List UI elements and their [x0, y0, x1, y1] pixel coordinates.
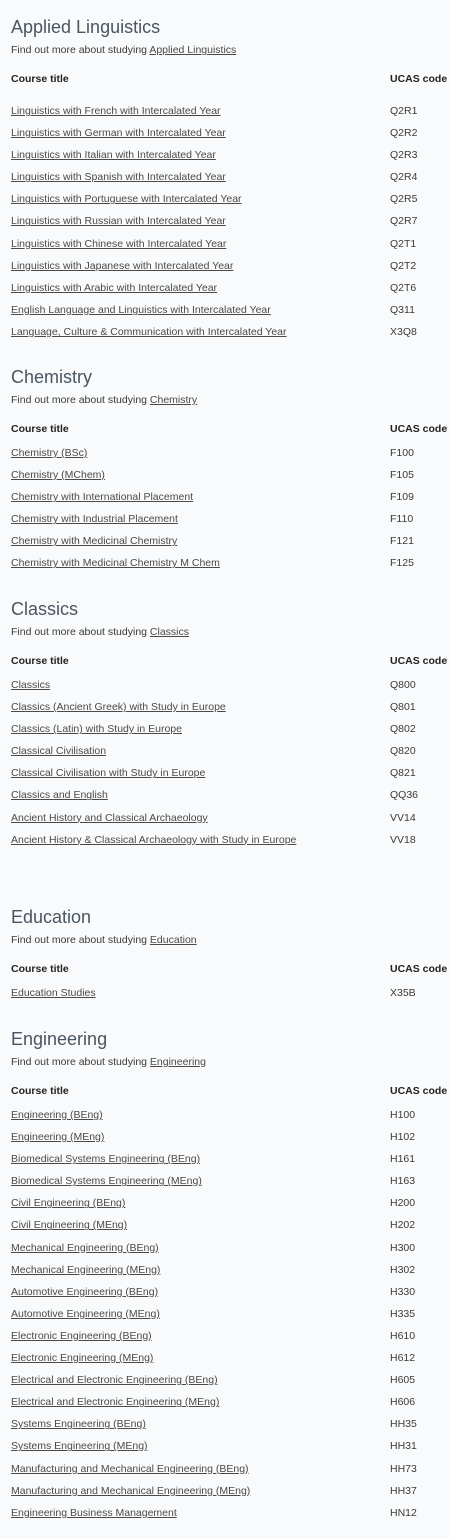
- course-link[interactable]: Electrical and Electronic Engineering (MEng): [11, 1396, 220, 1409]
- course-link[interactable]: Chemistry (MChem): [11, 469, 105, 482]
- section-heading: Chemistry: [11, 367, 93, 387]
- study-link[interactable]: Education: [149, 934, 197, 946]
- section-heading: Engineering: [11, 1029, 108, 1049]
- table-row: [0, 281, 450, 303]
- ucas-code: X35B: [390, 987, 416, 999]
- table-row: [0, 303, 450, 325]
- ucas-code: F110: [390, 513, 414, 526]
- ucas-code: Q2R5: [390, 193, 418, 206]
- table-row: [0, 237, 450, 259]
- course-link[interactable]: Classical Civilisation: [11, 745, 107, 758]
- table-row: [0, 700, 450, 722]
- ucas-code: VV14: [390, 811, 416, 824]
- table-row: [0, 1152, 450, 1174]
- course-link[interactable]: Chemistry (BSc): [11, 447, 88, 459]
- ucas-code: Q801: [390, 701, 416, 714]
- table-row: [0, 1439, 450, 1461]
- section-heading: Applied Linguistics: [11, 17, 161, 37]
- ucas-code: Q2R3: [390, 149, 418, 162]
- ucas-code: QQ36: [390, 789, 419, 802]
- column-header-ucas-code: UCAS code: [390, 655, 448, 667]
- table-row: [0, 1506, 450, 1528]
- course-link[interactable]: Linguistics with German with Intercalated Year: [11, 127, 226, 140]
- course-link[interactable]: Linguistics with Japanese with Intercalated Year: [11, 259, 234, 272]
- ucas-code: H612: [390, 1352, 416, 1365]
- section-intro: Find out more about studying Classics: [11, 626, 190, 638]
- table-header: [0, 423, 450, 437]
- table-header: [0, 73, 450, 87]
- ucas-code: X3Q8: [390, 325, 417, 338]
- table-row: [0, 446, 450, 468]
- ucas-code: H610: [390, 1329, 416, 1342]
- table-row: [0, 833, 450, 855]
- course-link[interactable]: Linguistics with French with Intercalated Year: [11, 105, 221, 117]
- course-link[interactable]: Classics: [11, 679, 51, 691]
- column-header-course-title: Course title: [11, 963, 69, 975]
- course-table: [0, 986, 450, 1008]
- table-row: [0, 126, 450, 148]
- course-link[interactable]: Systems Engineering (MEng): [11, 1440, 148, 1453]
- course-link[interactable]: Chemistry with International Placement: [11, 491, 194, 504]
- table-row: [0, 1329, 450, 1351]
- ucas-code: H163: [390, 1175, 416, 1188]
- ucas-code: H102: [390, 1131, 416, 1144]
- study-link[interactable]: Applied Linguistics: [149, 44, 237, 56]
- course-link[interactable]: Engineering (BEng): [11, 1109, 103, 1121]
- ucas-code: F109: [390, 491, 414, 504]
- ucas-code: Q820: [390, 745, 416, 758]
- column-header-course-title: Course title: [11, 655, 69, 667]
- ucas-code: Q2T2: [390, 259, 417, 272]
- course-table: [0, 678, 450, 855]
- course-link[interactable]: Chemistry with Medicinal Chemistry: [11, 535, 178, 548]
- table-row: [0, 325, 450, 347]
- course-link[interactable]: Electronic Engineering (MEng): [11, 1352, 154, 1365]
- table-row: [0, 214, 450, 236]
- ucas-code: Q800: [390, 679, 416, 691]
- study-link[interactable]: Classics: [149, 626, 190, 638]
- table-row: [0, 1285, 450, 1307]
- ucas-code: F100: [390, 447, 414, 459]
- table-row: [0, 148, 450, 170]
- study-link[interactable]: Chemistry: [149, 394, 198, 406]
- course-link[interactable]: Classics (Ancient Greek) with Study in Europe: [11, 701, 226, 714]
- section-intro: Find out more about studying Engineering: [11, 1056, 206, 1068]
- course-link[interactable]: Classical Civilisation with Study in Europe: [11, 767, 206, 780]
- course-link[interactable]: Engineering Business Management: [11, 1506, 177, 1519]
- course-link[interactable]: Mechanical Engineering (MEng): [11, 1263, 161, 1276]
- column-header-ucas-code: UCAS code: [390, 963, 448, 975]
- ucas-code: H302: [390, 1263, 416, 1276]
- course-link[interactable]: Manufacturing and Mechanical Engineering (BEng): [11, 1462, 249, 1475]
- course-link[interactable]: Civil Engineering (MEng): [11, 1219, 128, 1232]
- course-link[interactable]: Automotive Engineering (BEng): [11, 1285, 159, 1298]
- course-link[interactable]: Education Studies: [11, 987, 96, 999]
- course-link[interactable]: Civil Engineering (BEng): [11, 1197, 126, 1210]
- section-heading: Classics: [11, 599, 79, 619]
- table-row: [0, 170, 450, 192]
- ucas-code: H100: [390, 1109, 416, 1121]
- course-link[interactable]: Chemistry with Medicinal Chemistry M Chem: [11, 557, 220, 570]
- course-link[interactable]: Linguistics with Russian with Intercalated Year: [11, 215, 226, 228]
- table-row: [0, 104, 450, 126]
- table-row: [0, 788, 450, 810]
- ucas-code: Q802: [390, 723, 416, 736]
- table-row: [0, 1263, 450, 1285]
- ucas-code: HH31: [390, 1440, 417, 1453]
- course-link[interactable]: Linguistics with Portuguese with Intercalated Year: [11, 193, 242, 206]
- table-row: [0, 1417, 450, 1439]
- ucas-code: F121: [390, 535, 414, 548]
- ucas-code: Q2R7: [390, 215, 418, 228]
- ucas-code: Q2R2: [390, 127, 418, 140]
- ucas-code: HN12: [390, 1506, 417, 1519]
- course-link[interactable]: Linguistics with Spanish with Intercalated Year: [11, 171, 226, 184]
- ucas-code: Q821: [390, 767, 416, 780]
- table-row: [0, 1108, 450, 1130]
- ucas-code: H605: [390, 1374, 416, 1387]
- course-link[interactable]: Electronic Engineering (BEng): [11, 1329, 152, 1342]
- table-row: [0, 1307, 450, 1329]
- course-link[interactable]: Chemistry with Industrial Placement: [11, 513, 178, 526]
- course-link[interactable]: English Language and Linguistics with Intercalated Year: [11, 303, 271, 316]
- table-header: [0, 1085, 450, 1099]
- table-row: [0, 556, 450, 578]
- ucas-code: F105: [390, 469, 414, 482]
- section-intro: Find out more about studying Applied Linguistics: [11, 44, 237, 56]
- table-row: [0, 1462, 450, 1484]
- course-link[interactable]: Linguistics with Arabic with Intercalated Year: [11, 281, 218, 294]
- section-intro: Find out more about studying Education: [11, 934, 197, 946]
- column-header-course-title: Course title: [11, 423, 69, 435]
- study-link[interactable]: Engineering: [149, 1056, 206, 1068]
- ucas-code: H200: [390, 1197, 416, 1210]
- table-header: [0, 963, 450, 977]
- table-row: [0, 744, 450, 766]
- ucas-code: HH73: [390, 1462, 417, 1475]
- ucas-code: HH35: [390, 1418, 417, 1431]
- course-link[interactable]: Linguistics with Chinese with Intercalated Year: [11, 237, 227, 250]
- table-row: [0, 1395, 450, 1417]
- table-row: [0, 1241, 450, 1263]
- ucas-code: Q2T6: [390, 281, 417, 294]
- ucas-code: H161: [390, 1153, 416, 1166]
- ucas-code: VV18: [390, 833, 416, 846]
- table-row: [0, 259, 450, 281]
- course-link[interactable]: Manufacturing and Mechanical Engineering (MEng): [11, 1484, 251, 1497]
- column-header-ucas-code: UCAS code: [390, 423, 448, 435]
- section-intro: Find out more about studying Chemistry: [11, 394, 198, 406]
- course-link[interactable]: Ancient History and Classical Archaeology: [11, 811, 208, 824]
- column-header-course-title: Course title: [11, 1085, 69, 1097]
- table-row: [0, 1130, 450, 1152]
- table-row: [0, 1218, 450, 1240]
- ucas-code: Q311: [390, 303, 415, 316]
- course-table: [0, 1108, 450, 1528]
- course-link[interactable]: Biomedical Systems Engineering (BEng): [11, 1153, 201, 1166]
- course-link[interactable]: Language, Culture & Communication with Intercalated Year: [11, 325, 287, 338]
- ucas-code: HH37: [390, 1484, 417, 1497]
- table-row: [0, 192, 450, 214]
- ucas-code: H202: [390, 1219, 416, 1232]
- ucas-code: Q2R1: [390, 105, 418, 117]
- table-row: [0, 1196, 450, 1218]
- course-link[interactable]: Engineering (MEng): [11, 1131, 105, 1144]
- course-link[interactable]: Linguistics with Italian with Intercalated Year: [11, 149, 216, 162]
- column-header-course-title: Course title: [11, 73, 69, 85]
- table-row: [0, 490, 450, 512]
- course-link[interactable]: Mechanical Engineering (BEng): [11, 1241, 159, 1254]
- ucas-code: F125: [390, 557, 414, 570]
- section-heading: Education: [11, 907, 92, 927]
- course-link[interactable]: Biomedical Systems Engineering (MEng): [11, 1175, 202, 1188]
- table-row: [0, 811, 450, 833]
- course-table: [0, 446, 450, 579]
- ucas-code: Q2T1: [390, 237, 417, 250]
- ucas-code: H335: [390, 1307, 416, 1320]
- ucas-code: Q2R4: [390, 171, 418, 184]
- table-row: [0, 722, 450, 744]
- ucas-code: H606: [390, 1396, 416, 1409]
- column-header-ucas-code: UCAS code: [390, 1085, 448, 1097]
- ucas-code: H330: [390, 1285, 416, 1298]
- course-link[interactable]: Systems Engineering (BEng): [11, 1418, 146, 1431]
- course-table: [0, 104, 450, 347]
- table-row: [0, 1484, 450, 1506]
- course-link[interactable]: Automotive Engineering (MEng): [11, 1307, 160, 1320]
- table-row: [0, 766, 450, 788]
- table-row: [0, 1351, 450, 1373]
- course-link[interactable]: Classics and English: [11, 789, 108, 802]
- ucas-code: H300: [390, 1241, 416, 1254]
- table-row: [0, 468, 450, 490]
- table-header: [0, 655, 450, 669]
- table-row: [0, 534, 450, 556]
- table-row: [0, 986, 450, 1008]
- column-header-ucas-code: UCAS code: [390, 73, 448, 85]
- course-link[interactable]: Classics (Latin) with Study in Europe: [11, 723, 182, 736]
- table-row: [0, 1174, 450, 1196]
- table-row: [0, 678, 450, 700]
- table-row: [0, 1373, 450, 1395]
- course-link[interactable]: Ancient History & Classical Archaeology with Study in Europe: [11, 833, 297, 846]
- course-link[interactable]: Electrical and Electronic Engineering (BEng): [11, 1374, 218, 1387]
- table-row: [0, 512, 450, 534]
